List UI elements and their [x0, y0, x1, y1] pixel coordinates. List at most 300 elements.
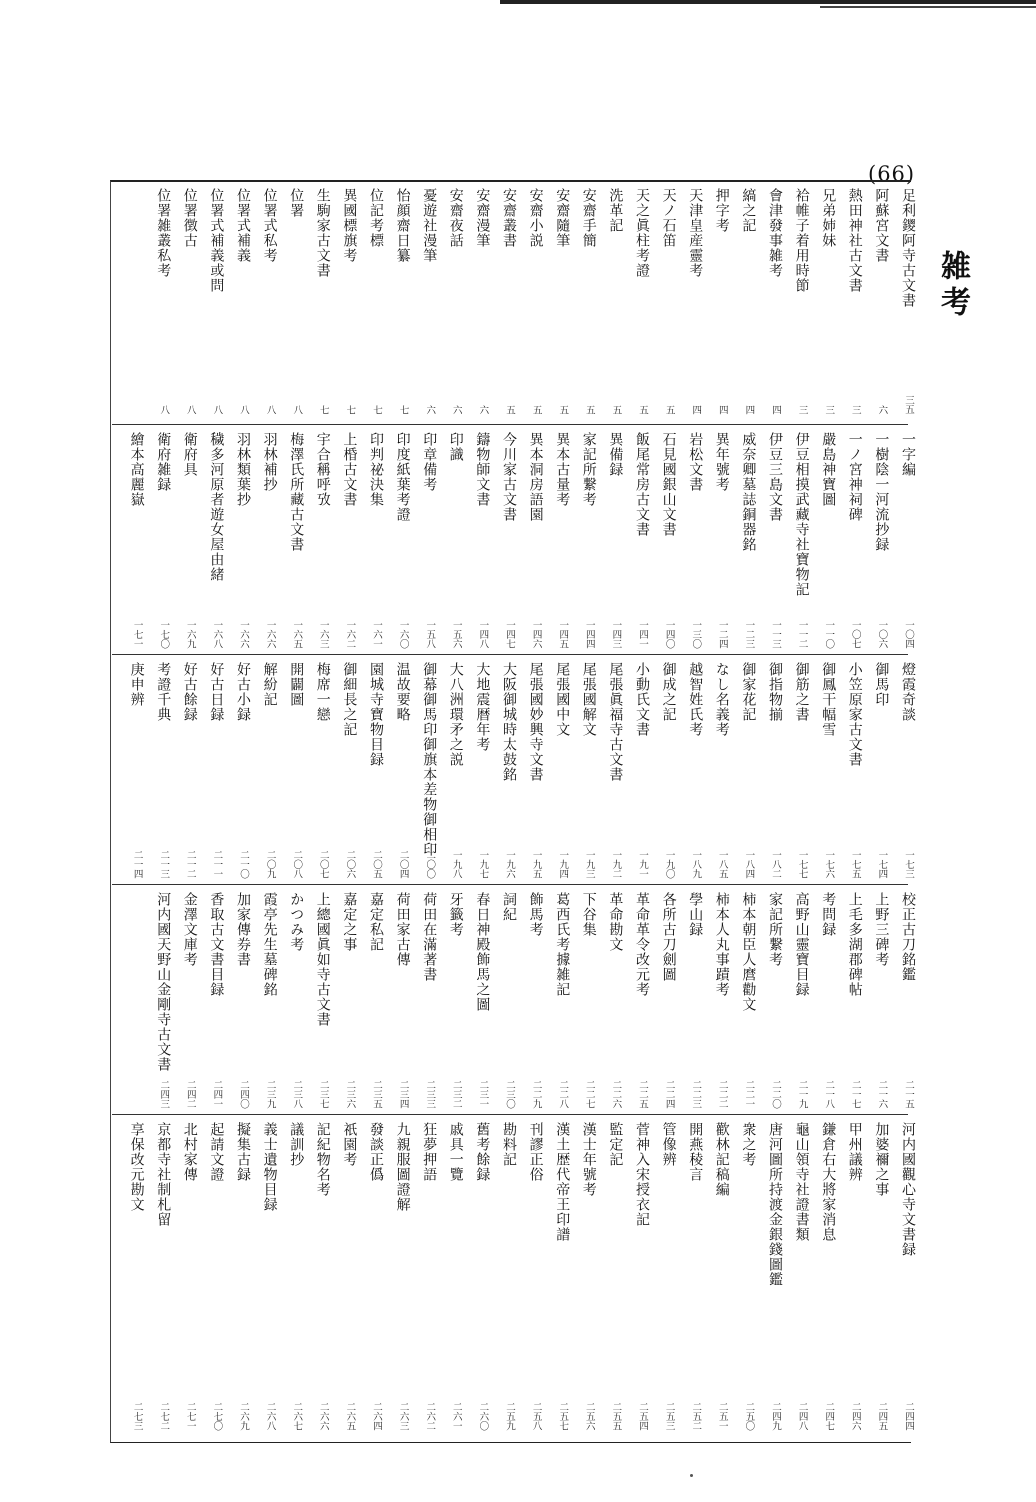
- entry-page: 三: [849, 404, 861, 414]
- index-entry: [763, 888, 787, 1114]
- index-entry: [364, 428, 388, 654]
- entry-title: 羽林類葉抄: [235, 432, 251, 507]
- index-entry: [444, 428, 468, 654]
- entry-page: 一一〇: [823, 619, 835, 648]
- index-entry: [391, 428, 415, 654]
- index-entry: [311, 1118, 335, 1436]
- entry-title: 家記所繋考: [767, 892, 783, 967]
- entry-title: 尾張國解文: [580, 662, 597, 737]
- index-entry: [178, 428, 202, 654]
- entry-title: 北村家傳: [181, 1122, 198, 1182]
- entry-page: 二三一: [477, 1079, 489, 1108]
- index-entry: [470, 888, 494, 1114]
- index-entry: [843, 428, 867, 654]
- index-entry: [337, 888, 361, 1114]
- entry-page: 八: [264, 404, 276, 414]
- entry-page: 一九七: [477, 849, 489, 878]
- entry-page: 二五一: [716, 1401, 728, 1430]
- page-number: (66): [868, 162, 916, 186]
- entry-title: 位署雑叢私考: [155, 188, 172, 278]
- entry-title: 霞亭先生墓碑銘: [261, 892, 278, 997]
- entry-title: 宇合稱呼攷: [314, 432, 331, 507]
- index-entry: [470, 428, 494, 654]
- entry-page: 二一六: [876, 1079, 888, 1108]
- entry-title: 上棔古文書: [341, 432, 358, 507]
- entry-page: 一四六: [530, 619, 542, 648]
- entry-title: 位記考標: [368, 188, 384, 248]
- entry-page: 一九〇: [663, 849, 675, 878]
- index-entry: [524, 1118, 548, 1436]
- entry-page: 二五五: [610, 1401, 622, 1430]
- entry-page: 二三九: [264, 1079, 276, 1108]
- entry-title: 岩松文書: [687, 432, 704, 492]
- entry-title: 押字考: [713, 188, 730, 233]
- entry-title: 大地震暦年考: [474, 662, 491, 752]
- entry-title: 狂夢押語: [421, 1122, 438, 1182]
- index-entry: [657, 658, 681, 884]
- index-entry: [896, 888, 920, 1114]
- entry-page: 二二八: [557, 1079, 569, 1108]
- tier-5: [112, 1118, 916, 1436]
- index-entry: [524, 428, 548, 654]
- entry-page: 二六八: [264, 1401, 276, 1430]
- entry-page: 二三三: [424, 1079, 436, 1108]
- entry-title: 御成之記: [660, 662, 677, 722]
- index-entry: [258, 888, 282, 1114]
- entry-title: 穢多河原者遊女屋由緒: [208, 432, 225, 582]
- index-entry: [284, 658, 308, 884]
- entry-page: 一七一: [131, 619, 143, 648]
- entry-page: 二六二: [424, 1401, 436, 1430]
- index-entry: [178, 888, 202, 1114]
- index-entry: [603, 658, 627, 884]
- entry-title: 監定記: [607, 1122, 624, 1167]
- entry-page: 二七一: [184, 1401, 196, 1430]
- entry-title: 舊考餘録: [474, 1122, 491, 1182]
- index-entry: [816, 888, 840, 1114]
- index-entry: [204, 658, 228, 884]
- entry-page: 一四〇: [663, 619, 675, 648]
- entry-title: 享保改元勘文: [128, 1122, 145, 1212]
- entry-title: 一字編: [900, 432, 916, 477]
- index-entry: [843, 658, 867, 884]
- entry-title: 加家傳券書: [235, 892, 251, 967]
- entry-title: 柿本朝臣人麿勸文: [740, 892, 757, 1012]
- entry-page: 一六〇: [397, 619, 409, 648]
- entry-title: 各所古刀劍圖: [660, 892, 677, 982]
- index-entry: [258, 658, 282, 884]
- entry-title: 印判祕決集: [368, 432, 384, 507]
- entry-title: 小笠原家古文書: [846, 662, 863, 767]
- entry-title: 梅澤氏所藏古文書: [288, 432, 305, 552]
- entry-title: 嘉定私記: [368, 892, 384, 952]
- entry-page: 二六九: [238, 1401, 249, 1430]
- entry-title: 學山録: [687, 892, 704, 937]
- index-entry: [470, 1118, 494, 1436]
- entry-page: 二二一: [743, 1079, 755, 1108]
- entry-page: 八: [211, 404, 223, 414]
- index-entry: [444, 888, 468, 1114]
- entry-title: 袷帷子着用時節: [793, 188, 810, 293]
- entry-page: 一四五: [557, 619, 569, 648]
- entry-title: 荷田家古傳: [394, 892, 411, 967]
- entry-title: 春日神殿飾馬之圖: [474, 892, 491, 1012]
- index-entry: [683, 184, 707, 420]
- index-entry: [231, 428, 255, 654]
- entry-page: 一三〇: [690, 619, 702, 648]
- index-entry: [736, 888, 760, 1114]
- index-entry: [391, 1118, 415, 1436]
- entry-title: 龜山領寺社證書類: [793, 1122, 810, 1242]
- entry-title: 縞之記: [740, 188, 757, 233]
- entry-title: 小動氏文書: [634, 662, 650, 737]
- index-entry: [204, 1118, 228, 1436]
- index-entry: [736, 658, 760, 884]
- entry-title: 漢土歴代帝王印譜: [554, 1122, 571, 1242]
- index-entry: [231, 1118, 255, 1436]
- entry-page: 一九二: [610, 849, 622, 878]
- entry-page: 六: [424, 404, 436, 414]
- index-entry: [497, 1118, 521, 1436]
- index-entry: [258, 184, 282, 420]
- index-entry: [151, 888, 175, 1114]
- entry-title: 御馬印: [873, 662, 890, 707]
- entry-page: 一六二: [344, 619, 356, 648]
- index-entry: [337, 184, 361, 420]
- entry-page: 六: [876, 404, 888, 414]
- index-entry: [577, 1118, 601, 1436]
- entry-title: 御家花記: [740, 662, 757, 722]
- entry-title: 加婆禰之事: [873, 1122, 890, 1197]
- index-entry: [683, 1118, 707, 1436]
- entry-title: 好古餘録: [181, 662, 198, 722]
- entry-page: 一七〇: [158, 619, 170, 648]
- tier-separator: [112, 884, 908, 885]
- index-entry: [231, 184, 255, 420]
- entry-page: 一七七: [796, 849, 808, 878]
- entry-title: 安齋小説: [527, 188, 544, 248]
- entry-page: 三: [823, 404, 835, 414]
- entry-page: 七: [317, 404, 329, 414]
- entry-page: 一七六: [823, 849, 835, 878]
- entry-title: 下谷集: [580, 892, 597, 937]
- index-entry: [311, 888, 335, 1114]
- index-entry: [736, 1118, 760, 1436]
- index-entry: [550, 888, 574, 1114]
- index-entry: [710, 888, 734, 1114]
- index-entry: [204, 888, 228, 1114]
- entry-page: 四: [743, 404, 755, 414]
- entry-page: 一八五: [716, 849, 728, 878]
- entry-title: 嘉定之事: [341, 892, 358, 952]
- index-entry: [550, 184, 574, 420]
- entry-page: 一八四: [743, 849, 755, 878]
- entry-title: 開燕稜言: [687, 1122, 704, 1182]
- index-entry: [417, 428, 441, 654]
- entry-page: 一六六: [238, 619, 249, 648]
- entry-page: 二五九: [504, 1401, 515, 1430]
- entry-title: 怡顔齋日纂: [394, 188, 411, 263]
- entry-page: 二四一: [211, 1079, 223, 1108]
- entry-title: 伊豆相摸武藏寺社寶物記: [793, 432, 810, 597]
- entry-title: 園城寺寶物目録: [368, 662, 384, 767]
- index-entry: [470, 184, 494, 420]
- entry-page: 二〇七: [317, 849, 329, 878]
- entry-page: 二七〇: [211, 1401, 223, 1430]
- entry-page: 二四三: [158, 1079, 170, 1108]
- entry-page: 二一五: [903, 1079, 914, 1108]
- entry-title: 柿本人丸事蹟考: [713, 892, 730, 997]
- entry-title: 天之眞柱考證: [634, 188, 650, 278]
- tier-separator: [112, 654, 908, 655]
- entry-title: 尾張眞福寺古文書: [607, 662, 624, 782]
- index-entry: [151, 658, 175, 884]
- index-entry: [311, 184, 335, 420]
- entry-page: 五: [583, 404, 595, 414]
- entry-title: 越智姓氏考: [687, 662, 704, 737]
- index-entry: [816, 184, 840, 420]
- index-entry: [816, 1118, 840, 1436]
- index-entry: [577, 184, 601, 420]
- entry-page: 二三二: [450, 1079, 462, 1108]
- entry-title: 甲州議辨: [846, 1122, 863, 1182]
- entry-title: 考問録: [820, 892, 837, 937]
- entry-page: 二四八: [796, 1401, 808, 1430]
- index-entry: [896, 658, 920, 884]
- index-entry: [763, 658, 787, 884]
- entry-page: 二〇九: [264, 849, 276, 878]
- scan-speck: [690, 1474, 693, 1477]
- tier-4: [112, 888, 916, 1114]
- entry-title: 解紛記: [261, 662, 278, 707]
- entry-page: 五: [610, 404, 622, 414]
- entry-title: 上野三碑考: [873, 892, 890, 967]
- entry-title: 印識: [447, 432, 464, 462]
- entry-page: 一一二: [796, 619, 808, 648]
- index-entry: [417, 888, 441, 1114]
- index-entry: [364, 184, 388, 420]
- entry-page: 八: [184, 404, 196, 414]
- index-entry: [630, 658, 654, 884]
- index-entry: [683, 428, 707, 654]
- entry-title: 梅席一戀: [314, 662, 331, 722]
- entry-page: 一八九: [690, 849, 702, 878]
- index-entry: [896, 184, 920, 420]
- entry-page: 一四七: [504, 619, 515, 648]
- entry-page: 一四一: [637, 619, 648, 648]
- index-entry: [843, 888, 867, 1114]
- index-entry: [417, 1118, 441, 1436]
- index-entry: [284, 428, 308, 654]
- index-entry: [497, 428, 521, 654]
- entry-page: 一〇四: [903, 619, 914, 648]
- entry-page: 二一九: [796, 1079, 808, 1108]
- index-entry: [577, 428, 601, 654]
- entry-page: 二〇八: [291, 849, 303, 878]
- entry-page: 六: [450, 404, 462, 414]
- index-entry: [763, 184, 787, 420]
- entry-title: 天津皇産靈考: [687, 188, 704, 278]
- entry-page: 二四六: [849, 1401, 861, 1430]
- index-entry: [258, 428, 282, 654]
- entry-page: 一二三: [743, 619, 755, 648]
- entry-page: 二二三: [690, 1079, 702, 1108]
- entry-title: 高野山靈寶目録: [793, 892, 810, 997]
- entry-title: 異年號考: [713, 432, 730, 492]
- entry-title: 足利鑁阿寺古文書: [900, 188, 916, 308]
- entry-title: 安齋隨筆: [554, 188, 571, 248]
- index-entry: [391, 184, 415, 420]
- entry-title: 葛西氏考據雑記: [554, 892, 571, 997]
- index-entry: [151, 184, 175, 420]
- index-entry: [417, 658, 441, 884]
- entry-page: 一八二: [770, 849, 781, 878]
- entry-page: 二二二: [716, 1079, 728, 1108]
- entry-page: 二三八: [291, 1079, 303, 1108]
- entry-title: 大八洲環矛之説: [447, 662, 464, 767]
- entry-page: 一九八: [450, 849, 462, 878]
- entry-page: 一四八: [477, 619, 489, 648]
- index-entry: [657, 1118, 681, 1436]
- entry-page: 五: [530, 404, 542, 414]
- entry-title: 大阪御城時太鼓銘: [501, 662, 517, 782]
- entry-title: 歡林記稿編: [713, 1122, 730, 1197]
- index-entry: [790, 658, 814, 884]
- entry-page: 四: [690, 404, 702, 414]
- entry-page: 五: [663, 404, 675, 414]
- index-entry: [603, 184, 627, 420]
- entry-page: 二三六: [344, 1079, 356, 1108]
- entry-page: 五: [504, 404, 515, 414]
- entry-title: 革命勘文: [607, 892, 624, 952]
- entry-page: 一九一: [637, 849, 648, 878]
- entry-page: 二六四: [371, 1401, 382, 1430]
- index-entry: [497, 888, 521, 1114]
- entry-page: 二五八: [530, 1401, 542, 1430]
- entry-page: 二六六: [317, 1401, 329, 1430]
- index-entry: [869, 1118, 893, 1436]
- entry-title: 上毛多湖郡碑帖: [846, 892, 863, 997]
- index-entry: [524, 658, 548, 884]
- tier-1: [112, 184, 916, 420]
- entry-title: 安齋叢書: [501, 188, 517, 248]
- entry-title: 牙籤考: [447, 892, 464, 937]
- entry-page: 一六五: [291, 619, 303, 648]
- index-entry: [657, 184, 681, 420]
- index-entry: [444, 658, 468, 884]
- index-entry: [417, 184, 441, 420]
- entry-title: 好古日録: [208, 662, 225, 722]
- entry-page: 二一三: [158, 849, 170, 878]
- entry-page: 一六一: [371, 619, 382, 648]
- entry-title: 會津發事雑考: [767, 188, 783, 278]
- entry-page: 八: [158, 404, 170, 414]
- entry-title: 洗革記: [607, 188, 624, 233]
- entry-title: なし名義考: [713, 662, 730, 737]
- index-entry: [630, 888, 654, 1114]
- index-entry: [603, 428, 627, 654]
- entry-title: 九親服圖證解: [394, 1122, 411, 1212]
- entry-page: 一四四: [583, 619, 595, 648]
- index-entry: [391, 888, 415, 1114]
- entry-page: 七: [397, 404, 409, 414]
- index-entry: [657, 888, 681, 1114]
- entry-title: 生駒家古文書: [314, 188, 331, 278]
- entry-page: 二一二: [184, 849, 196, 878]
- entry-title: 鑄物師文書: [474, 432, 491, 507]
- index-entry: [790, 428, 814, 654]
- entry-title: 阿蘇宮文書: [873, 188, 890, 263]
- entry-title: 一ノ宮神祠碑: [846, 432, 863, 522]
- index-entry: [603, 888, 627, 1114]
- entry-title: 位署式補義: [235, 188, 251, 263]
- entry-title: 河内國天野山金剛寺古文書: [155, 892, 172, 1072]
- entry-page: 二〇五: [371, 849, 382, 878]
- index-entry: [869, 184, 893, 420]
- index-entry: [204, 428, 228, 654]
- entry-title: 衛府具: [181, 432, 198, 477]
- index-entry: [151, 1118, 175, 1436]
- top-rule-secondary: [820, 6, 1036, 8]
- entry-page: 二一四: [131, 849, 143, 878]
- index-entry: [337, 1118, 361, 1436]
- index-entry: [763, 1118, 787, 1436]
- entry-page: 一一三: [770, 619, 781, 648]
- index-entry: [816, 428, 840, 654]
- index-entry: [178, 658, 202, 884]
- entry-page: 二五六: [583, 1401, 595, 1430]
- entry-page: 一七三: [903, 849, 914, 878]
- entry-page: 二三五: [371, 1079, 382, 1108]
- index-entry: [204, 184, 228, 420]
- tier-separator: [112, 1114, 908, 1115]
- index-entry: [524, 184, 548, 420]
- entry-page: 二一七: [849, 1079, 861, 1108]
- entry-title: 安齋手簡: [580, 188, 597, 248]
- entry-page: 一七五: [849, 849, 861, 878]
- index-entry: [550, 428, 574, 654]
- entry-title: 香取古文書目録: [208, 892, 225, 997]
- index-entry: [790, 888, 814, 1114]
- index-entry: [683, 658, 707, 884]
- index-entry: [577, 888, 601, 1114]
- entry-title: 庚申辨: [128, 662, 145, 707]
- index-entry: [284, 888, 308, 1114]
- entry-title: 位署: [288, 188, 305, 218]
- entry-title: 今川家古文書: [501, 432, 517, 522]
- entry-page: 二四四: [903, 1401, 914, 1430]
- index-entry: [630, 184, 654, 420]
- index-entry: [311, 658, 335, 884]
- entry-page: 一〇六: [876, 619, 888, 648]
- entry-title: 異備録: [607, 432, 624, 477]
- entry-page: 二三〇: [504, 1079, 515, 1108]
- index-entry: [710, 428, 734, 654]
- entry-title: 詞紀: [501, 892, 517, 922]
- entry-page: 二二四: [663, 1079, 675, 1108]
- index-entry: [231, 658, 255, 884]
- entry-title: 衆之考: [740, 1122, 757, 1167]
- entry-title: 勘料記: [501, 1122, 517, 1167]
- entry-page: 七: [344, 404, 356, 414]
- index-entry: [284, 184, 308, 420]
- entry-page: 八: [238, 404, 249, 414]
- entry-page: 二一八: [823, 1079, 835, 1108]
- index-entry: [444, 184, 468, 420]
- entry-title: 尾張國妙興寺文書: [527, 662, 544, 782]
- entry-page: 二二九: [530, 1079, 542, 1108]
- entry-page: 一九六: [504, 849, 515, 878]
